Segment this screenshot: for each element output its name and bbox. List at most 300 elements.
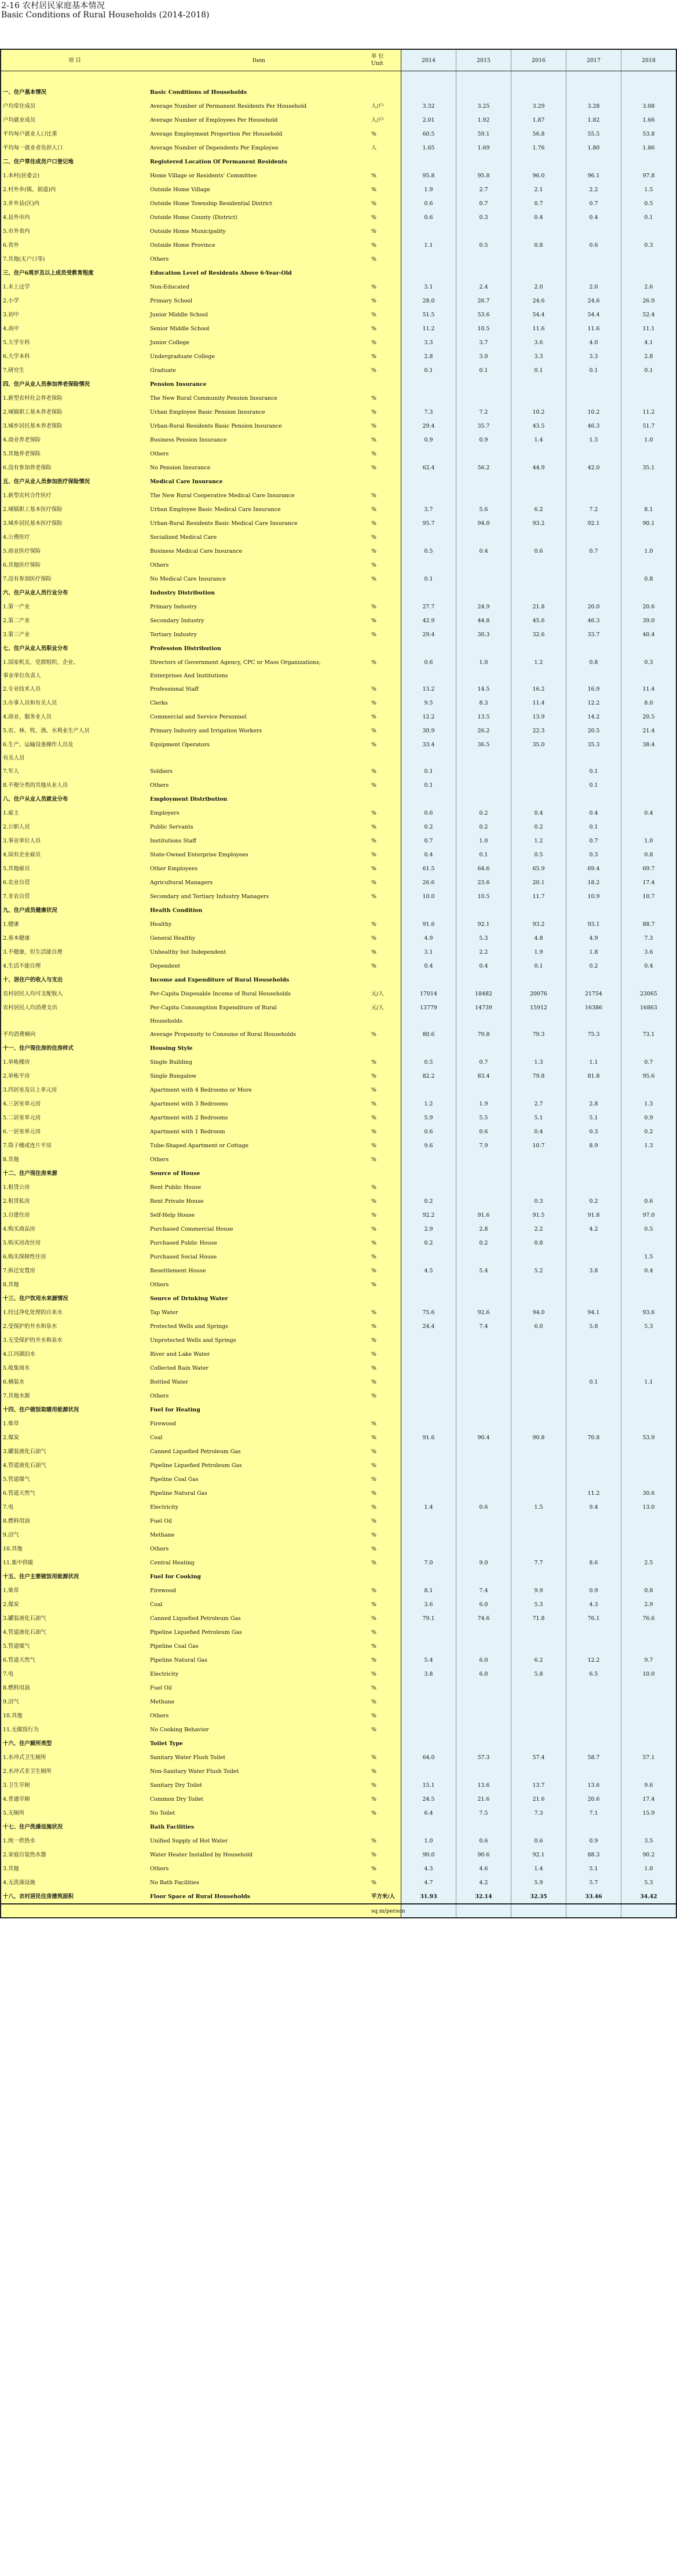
row-value [566, 973, 621, 987]
row-value [566, 1403, 621, 1417]
row-value [511, 266, 566, 280]
table-row [1, 1876, 676, 1889]
row-value: 21.6 [511, 1792, 566, 1806]
row-value: 32.14 [456, 1889, 511, 1904]
row-unit: % [369, 1583, 401, 1597]
header-year: 2017 [566, 49, 621, 71]
row-label-cn: 6.没有参加养老保险 [1, 461, 148, 475]
table-row [1, 1625, 676, 1639]
row-value: 15912 [511, 1001, 566, 1015]
row-value: 21.8 [511, 600, 566, 614]
row-label-cn: 4.购买商品房 [1, 1222, 148, 1236]
row-value: 3.25 [456, 99, 511, 113]
row-value: 8.0 [621, 696, 677, 710]
table-row [1, 405, 676, 419]
row-label-cn: 10.其他 [1, 1542, 148, 1556]
row-value [621, 1180, 677, 1194]
row-label-en: Per-Capita Consumption Expenditure of Rural [148, 1001, 369, 1015]
row-value: 0.2 [456, 806, 511, 820]
table-row [1, 1347, 676, 1361]
row-value: 18482 [456, 987, 511, 1001]
row-value [621, 85, 677, 99]
row-value [566, 1291, 621, 1305]
row-value [621, 1152, 677, 1166]
table-row [1, 1055, 676, 1069]
row-label-en: Primary Industry and Irrigation Workers [148, 724, 369, 738]
table-row [1, 127, 676, 141]
row-label-en: Average Employment Proportion Per Household [148, 127, 369, 141]
row-value [511, 155, 566, 169]
table-row [1, 196, 676, 210]
row-unit: % [369, 1333, 401, 1347]
row-value [621, 1347, 677, 1361]
row-label-cn: 7.研究生 [1, 363, 148, 377]
row-value: 21.6 [456, 1792, 511, 1806]
row-value: 0.8 [566, 655, 621, 669]
row-label-cn: 1.统一供热水 [1, 1834, 148, 1848]
row-value [621, 1236, 677, 1250]
row-value: 1.3 [511, 1055, 566, 1069]
table-row [1, 238, 676, 252]
row-value: 5.3 [511, 1597, 566, 1611]
row-value [511, 530, 566, 544]
row-label-en: Soldiers [148, 764, 369, 778]
row-unit: % [369, 1848, 401, 1862]
row-value: 0.6 [621, 1194, 677, 1208]
row-value: 1.2 [511, 655, 566, 669]
table-row [1, 1291, 676, 1305]
row-label-en: Unprotected Wells and Springs [148, 1333, 369, 1347]
row-unit: % [369, 322, 401, 335]
row-label-cn: 5.管道煤气 [1, 1639, 148, 1653]
row-value: 3.28 [566, 99, 621, 113]
row-value: 0.4 [566, 210, 621, 224]
row-value [511, 1403, 566, 1417]
row-value [566, 1904, 621, 1918]
row-label-cn: 2.租赁私房 [1, 1194, 148, 1208]
row-value: 0.7 [621, 1055, 677, 1069]
row-label-cn: 1.柴草 [1, 1583, 148, 1597]
row-label-cn: 3.四居室及以上单元房 [1, 1083, 148, 1097]
row-value [511, 1417, 566, 1431]
row-value [511, 377, 566, 391]
row-unit: % [369, 834, 401, 848]
row-label-cn: 户均就业成员 [1, 113, 148, 127]
row-label-en: River and Lake Water [148, 1347, 369, 1361]
row-value: 0.1 [401, 778, 456, 792]
row-label-cn: 6.管道天然气 [1, 1486, 148, 1500]
row-value: 60.5 [401, 127, 456, 141]
row-value: 6.0 [456, 1653, 511, 1667]
row-value [401, 1333, 456, 1347]
row-label-cn: 农村居民人均消费支出 [1, 1001, 148, 1015]
row-value: 23.6 [456, 875, 511, 889]
table-row [1, 516, 676, 530]
row-value: 95.7 [401, 516, 456, 530]
row-value [566, 1542, 621, 1556]
row-value: 94.1 [566, 1305, 621, 1319]
table-row [1, 1889, 676, 1904]
row-value: 0.5 [621, 196, 677, 210]
row-label-en: Electricity [148, 1667, 369, 1681]
row-label-cn: 2.煤炭 [1, 1431, 148, 1444]
row-value [401, 1278, 456, 1291]
row-unit: % [369, 738, 401, 751]
row-unit: % [369, 1486, 401, 1500]
row-unit [369, 377, 401, 391]
table-row [1, 1597, 676, 1611]
row-value [511, 558, 566, 572]
table-row [1, 210, 676, 224]
row-value: 40.4 [621, 627, 677, 641]
row-value [566, 1361, 621, 1375]
row-value: 1.69 [456, 141, 511, 155]
row-unit [369, 85, 401, 99]
row-label-cn: 1.经过净化处理的自来水 [1, 1305, 148, 1319]
row-value: 4.6 [456, 1862, 511, 1876]
row-value: 91.6 [401, 1431, 456, 1444]
row-value: 0.1 [511, 959, 566, 973]
table-row [1, 1556, 676, 1570]
row-unit: 元/人 [369, 987, 401, 1001]
row-value: 0.1 [621, 210, 677, 224]
row-label-cn: 十二、住户现住房来源 [1, 1166, 148, 1180]
row-value: 13.6 [566, 1778, 621, 1792]
row-unit: % [369, 1194, 401, 1208]
row-label-cn: 7.其他(无户口等) [1, 252, 148, 266]
row-value: 3.6 [401, 1597, 456, 1611]
row-value: 10.2 [511, 405, 566, 419]
row-value: 6.2 [511, 1653, 566, 1667]
table-row [1, 572, 676, 586]
row-value: 0.2 [566, 1194, 621, 1208]
table-row [1, 710, 676, 724]
row-value [511, 488, 566, 502]
row-unit: % [369, 614, 401, 627]
row-value [621, 669, 677, 682]
row-value [621, 1041, 677, 1055]
row-value: 0.6 [401, 1125, 456, 1139]
row-value: 0.9 [401, 433, 456, 447]
row-value: 12.2 [566, 1653, 621, 1667]
row-value: 93.1 [566, 917, 621, 931]
row-value: 8.3 [456, 696, 511, 710]
row-value [401, 224, 456, 238]
row-label-cn: 7.军人 [1, 764, 148, 778]
row-value [566, 447, 621, 461]
row-value: 24.4 [401, 1319, 456, 1333]
row-label-en: Dependent [148, 959, 369, 973]
row-value [621, 586, 677, 600]
row-value: 27.7 [401, 600, 456, 614]
row-value: 10.0 [621, 1667, 677, 1681]
header-unit-en: Unit [371, 60, 383, 67]
row-value: 16386 [566, 1001, 621, 1015]
row-value: 13779 [401, 1001, 456, 1015]
table-row [1, 224, 676, 238]
row-label-cn: 5.收集雨水 [1, 1361, 148, 1375]
row-value: 0.1 [456, 363, 511, 377]
row-value: 0.6 [401, 196, 456, 210]
row-value [456, 1278, 511, 1291]
row-value: 33.46 [566, 1889, 621, 1904]
row-value [566, 1681, 621, 1695]
row-value [511, 1820, 566, 1834]
row-value: 0.2 [511, 820, 566, 834]
row-value [456, 1486, 511, 1500]
row-label-cn: 2.公职人员 [1, 820, 148, 834]
row-value [456, 751, 511, 764]
row-value: 1.1 [401, 238, 456, 252]
row-unit: % [369, 1444, 401, 1458]
row-value [401, 1570, 456, 1583]
row-value: 1.1 [621, 1375, 677, 1389]
row-label-en [148, 751, 369, 764]
table-row [1, 1653, 676, 1667]
row-value: 9.6 [401, 1139, 456, 1152]
row-value: 11.4 [621, 682, 677, 696]
table-row [1, 1904, 676, 1918]
row-label-cn: 5.其他养老保险 [1, 447, 148, 461]
table-row [1, 155, 676, 169]
row-label-cn: 4.公费医疗 [1, 530, 148, 544]
row-value: 0.4 [566, 806, 621, 820]
row-label-cn: 7.其他水源 [1, 1389, 148, 1403]
row-unit: % [369, 945, 401, 959]
row-value: 32.6 [511, 627, 566, 641]
row-value: 54.4 [511, 308, 566, 322]
row-value: 4.8 [511, 931, 566, 945]
row-label-en: Bottled Water [148, 1375, 369, 1389]
row-value: 74.6 [456, 1611, 511, 1625]
row-label-cn: 4.无洗澡设施 [1, 1876, 148, 1889]
row-label-cn: 1.新型农村社会养老保险 [1, 391, 148, 405]
row-value: 1.3 [621, 1097, 677, 1111]
row-value: 1.3 [621, 1139, 677, 1152]
row-value [401, 377, 456, 391]
row-value [401, 558, 456, 572]
row-label-en [148, 1904, 369, 1918]
table-row [1, 1723, 676, 1736]
row-value [511, 1681, 566, 1695]
row-label-en: Medical Care Insurance [148, 475, 369, 488]
row-value [566, 558, 621, 572]
row-value: 2.01 [401, 113, 456, 127]
row-value [511, 1291, 566, 1305]
row-value: 57.4 [511, 1750, 566, 1764]
row-label-cn: 十七、住户洗澡设施状况 [1, 1820, 148, 1834]
row-label-en: Enterprises And Institutions [148, 669, 369, 682]
row-label-cn: 10.其他 [1, 1709, 148, 1723]
row-value: 0.5 [401, 544, 456, 558]
row-label-en: Floor Space of Rural Households [148, 1889, 369, 1904]
table-row [1, 349, 676, 363]
row-value: 5.5 [456, 1111, 511, 1125]
row-value [511, 1486, 566, 1500]
row-label-en: No Toilet [148, 1806, 369, 1820]
row-unit: % [369, 127, 401, 141]
row-value: 1.4 [401, 1500, 456, 1514]
row-value: 2.2 [511, 1222, 566, 1236]
row-value [456, 1166, 511, 1180]
row-value: 0.4 [621, 806, 677, 820]
row-value [401, 586, 456, 600]
row-label-en: Business Medical Care Insurance [148, 544, 369, 558]
row-label-en: Outside Home Municipality [148, 224, 369, 238]
row-value [566, 1570, 621, 1583]
row-value: 35.3 [566, 738, 621, 751]
row-value [511, 778, 566, 792]
row-value [401, 903, 456, 917]
table-row [1, 973, 676, 987]
row-label-cn: 4.江河湖泊水 [1, 1347, 148, 1361]
row-label-cn: 1.柴草 [1, 1417, 148, 1431]
row-value: 1.4 [511, 1862, 566, 1876]
row-unit [369, 973, 401, 987]
table-title-en: Basic Conditions of Rural Households (2014-2018) [1, 10, 210, 20]
row-label-cn: 一、住户基本情况 [1, 85, 148, 99]
row-unit: % [369, 516, 401, 530]
row-value: 0.6 [456, 1125, 511, 1139]
row-value: 6.5 [566, 1667, 621, 1681]
row-label-cn: 6.省外 [1, 238, 148, 252]
row-value: 26.9 [621, 294, 677, 308]
row-value: 20.6 [621, 600, 677, 614]
row-value: 21.4 [621, 724, 677, 738]
row-value [511, 1083, 566, 1097]
row-value: 33.4 [401, 738, 456, 751]
row-label-en: Purchased Public House [148, 1236, 369, 1250]
row-value: 0.2 [456, 1236, 511, 1250]
row-label-en: Pipeline Natural Gas [148, 1486, 369, 1500]
row-label-en: Source of Drinking Water [148, 1291, 369, 1305]
table-row [1, 600, 676, 614]
table-row [1, 945, 676, 959]
row-unit: % [369, 1180, 401, 1194]
row-value [566, 155, 621, 169]
table-row [1, 1361, 676, 1375]
row-value [401, 488, 456, 502]
row-label-en: Healthy [148, 917, 369, 931]
row-label-cn: 2.城镇职工基本养老保险 [1, 405, 148, 419]
row-value [566, 1444, 621, 1458]
table-row [1, 1750, 676, 1764]
row-value: 90.2 [621, 1848, 677, 1862]
table-row [1, 1862, 676, 1876]
row-unit: % [369, 1681, 401, 1695]
row-value: 2.0 [566, 280, 621, 294]
row-label-cn: 六、住户从业人员行业分布 [1, 586, 148, 600]
row-label-en: Purchased Commercial House [148, 1222, 369, 1236]
row-value: 5.2 [511, 1264, 566, 1278]
row-value: 26.6 [401, 875, 456, 889]
row-value: 8.1 [621, 502, 677, 516]
row-value [511, 1723, 566, 1736]
row-value [401, 266, 456, 280]
row-value: 7.0 [401, 1556, 456, 1570]
row-label-cn: 九、住户成员健康状况 [1, 903, 148, 917]
row-value [621, 1514, 677, 1528]
row-label-cn: 5.其他雇员 [1, 862, 148, 875]
row-label-en: Education Level of Residents Above 6-Year-Old [148, 266, 369, 280]
row-value: 9.0 [456, 1556, 511, 1570]
row-value: 6.4 [401, 1806, 456, 1820]
row-value: 1.82 [566, 113, 621, 127]
row-value [511, 641, 566, 655]
row-label-cn: 7.没有参加医疗保险 [1, 572, 148, 586]
row-value [401, 1681, 456, 1695]
row-value: 8.1 [401, 1583, 456, 1597]
row-value: 6.0 [511, 1319, 566, 1333]
row-value [456, 903, 511, 917]
row-value: 3.5 [621, 1834, 677, 1848]
row-label-en: Urban Employee Basic Medical Care Insurance [148, 502, 369, 516]
row-value: 7.4 [456, 1319, 511, 1333]
row-unit: % [369, 1097, 401, 1111]
row-label-en: Pipeline Coal Gas [148, 1472, 369, 1486]
row-unit: % [369, 502, 401, 516]
row-unit: % [369, 419, 401, 433]
row-value [511, 71, 566, 86]
row-value [456, 669, 511, 682]
row-value: 5.1 [566, 1862, 621, 1876]
row-label-en: Fuel Oil [148, 1514, 369, 1528]
row-value: 0.7 [511, 196, 566, 210]
row-value: 2.6 [621, 280, 677, 294]
table-row [1, 1264, 676, 1278]
row-value [401, 1514, 456, 1528]
header-year: 2014 [401, 49, 456, 71]
row-value: 55.5 [566, 127, 621, 141]
row-value: 80.6 [401, 1027, 456, 1041]
row-label-en: Outside Home Township Residential District [148, 196, 369, 210]
row-value [456, 1347, 511, 1361]
row-value: 13.2 [401, 682, 456, 696]
row-value: 3.8 [566, 1264, 621, 1278]
row-value: 30.3 [456, 627, 511, 641]
row-value: 64.0 [401, 1750, 456, 1764]
row-label-cn [1, 1015, 148, 1027]
row-value: 2.5 [621, 1556, 677, 1570]
row-value: 3.1 [401, 280, 456, 294]
row-value [566, 1458, 621, 1472]
table-row [1, 1015, 676, 1027]
row-value [621, 1083, 677, 1097]
row-value [511, 252, 566, 266]
row-label-cn: 2.家庭自装热水器 [1, 1848, 148, 1862]
row-label-cn: 4.管道液化石油气 [1, 1625, 148, 1639]
row-unit: % [369, 627, 401, 641]
row-value [401, 641, 456, 655]
row-value: 1.9 [456, 1097, 511, 1111]
row-unit [369, 266, 401, 280]
row-label-cn: 4.县外市内 [1, 210, 148, 224]
row-label-cn: 4.国有企业雇员 [1, 848, 148, 862]
row-value [401, 1639, 456, 1653]
row-label-en: Pipeline Liquefied Petroleum Gas [148, 1458, 369, 1472]
row-value [401, 1291, 456, 1305]
row-label-cn: 8.燃料用油 [1, 1514, 148, 1528]
table-row [1, 724, 676, 738]
row-value [621, 1166, 677, 1180]
row-value: 8.9 [566, 1139, 621, 1152]
row-value [456, 558, 511, 572]
row-value: 0.1 [566, 764, 621, 778]
row-value [511, 1625, 566, 1639]
row-value [456, 572, 511, 586]
row-value [401, 1528, 456, 1542]
row-value: 0.4 [401, 848, 456, 862]
